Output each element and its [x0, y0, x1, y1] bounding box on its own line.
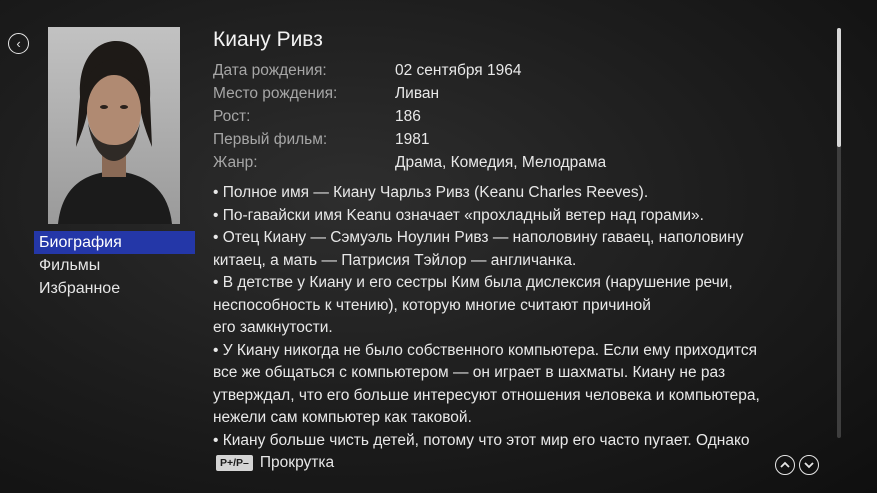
- bio-line: • Полное имя — Киану Чарльз Ривз (Keanu Charles Reeves).: [213, 184, 649, 201]
- bio-line: • Киану больше чисть детей, потому что этот мир его часто пугает. Однако: [213, 431, 750, 449]
- bio-line: нежели сам компьютер как таковой.: [213, 409, 472, 426]
- info-row-height: [213, 105, 606, 128]
- person-photo: [48, 27, 180, 224]
- bio-line: утверждал, что его больше интересуют отношения человека и компьютера,: [213, 386, 760, 404]
- scroll-up-button[interactable]: [775, 455, 795, 475]
- back-arrow-icon: ‹: [16, 36, 21, 51]
- info-value: Ливан: [395, 85, 440, 102]
- chevron-up-icon: [779, 459, 791, 471]
- info-row-genre: [213, 151, 606, 174]
- scroll-hint: [216, 454, 334, 472]
- bio-line: все же общаться с компьютером — он играет в шахматы. Киану не раз: [213, 364, 726, 381]
- info-label: Дата рождения:: [213, 62, 327, 79]
- portrait-icon: [48, 27, 180, 224]
- info-value: 186: [395, 108, 421, 125]
- info-table: [213, 59, 606, 174]
- info-value: 02 сентября 1964: [395, 62, 522, 79]
- bio-line: его замкнутости.: [213, 319, 333, 336]
- info-row-birthplace: [213, 82, 606, 105]
- scrollbar[interactable]: [837, 28, 841, 438]
- bio-line: • Отец Киану — Сэмуэль Ноулин Ривз — наполовину гаваец, наполовину: [213, 229, 744, 246]
- scrollbar-thumb[interactable]: [837, 28, 841, 147]
- menu-item-films[interactable]: Фильмы: [39, 257, 101, 274]
- info-value: 1981: [395, 131, 430, 148]
- side-menu: [34, 231, 195, 300]
- bio-line: • В детстве у Киану и его сестры Ким была дислексия (нарушение речи,: [213, 274, 733, 291]
- bio-line: • По-гавайски имя Keanu означает «прохладный ветер над горами».: [213, 206, 704, 224]
- chevron-down-icon: [803, 459, 815, 471]
- info-value: Драма, Комедия, Мелодрама: [395, 154, 607, 171]
- page-key-badge: P+/P–: [216, 455, 253, 471]
- bio-line: китаец, а мать — Патрисия Тэйлор — англичанка.: [213, 251, 577, 269]
- scroll-down-button[interactable]: [799, 455, 819, 475]
- bio-line: • У Киану никогда не было собственного компьютера. Если ему приходится: [213, 341, 758, 359]
- info-label: Рост:: [213, 108, 251, 125]
- biography-text: [213, 182, 813, 449]
- person-name: Киану Ривз: [213, 28, 323, 51]
- info-label: Первый фильм:: [213, 131, 328, 148]
- menu-item-favorites[interactable]: Избранное: [39, 280, 121, 297]
- menu-item-biography[interactable]: Биография: [34, 231, 195, 254]
- info-row-birthdate: [213, 59, 606, 82]
- info-label: Место рождения:: [213, 85, 338, 102]
- info-label: Жанр:: [213, 154, 258, 171]
- back-button[interactable]: [8, 33, 29, 54]
- info-row-first-film: [213, 128, 606, 151]
- scroll-hint-label: Прокрутка: [259, 454, 335, 471]
- bio-line: неспособность к чтению), которую многие считают причиной: [213, 296, 651, 314]
